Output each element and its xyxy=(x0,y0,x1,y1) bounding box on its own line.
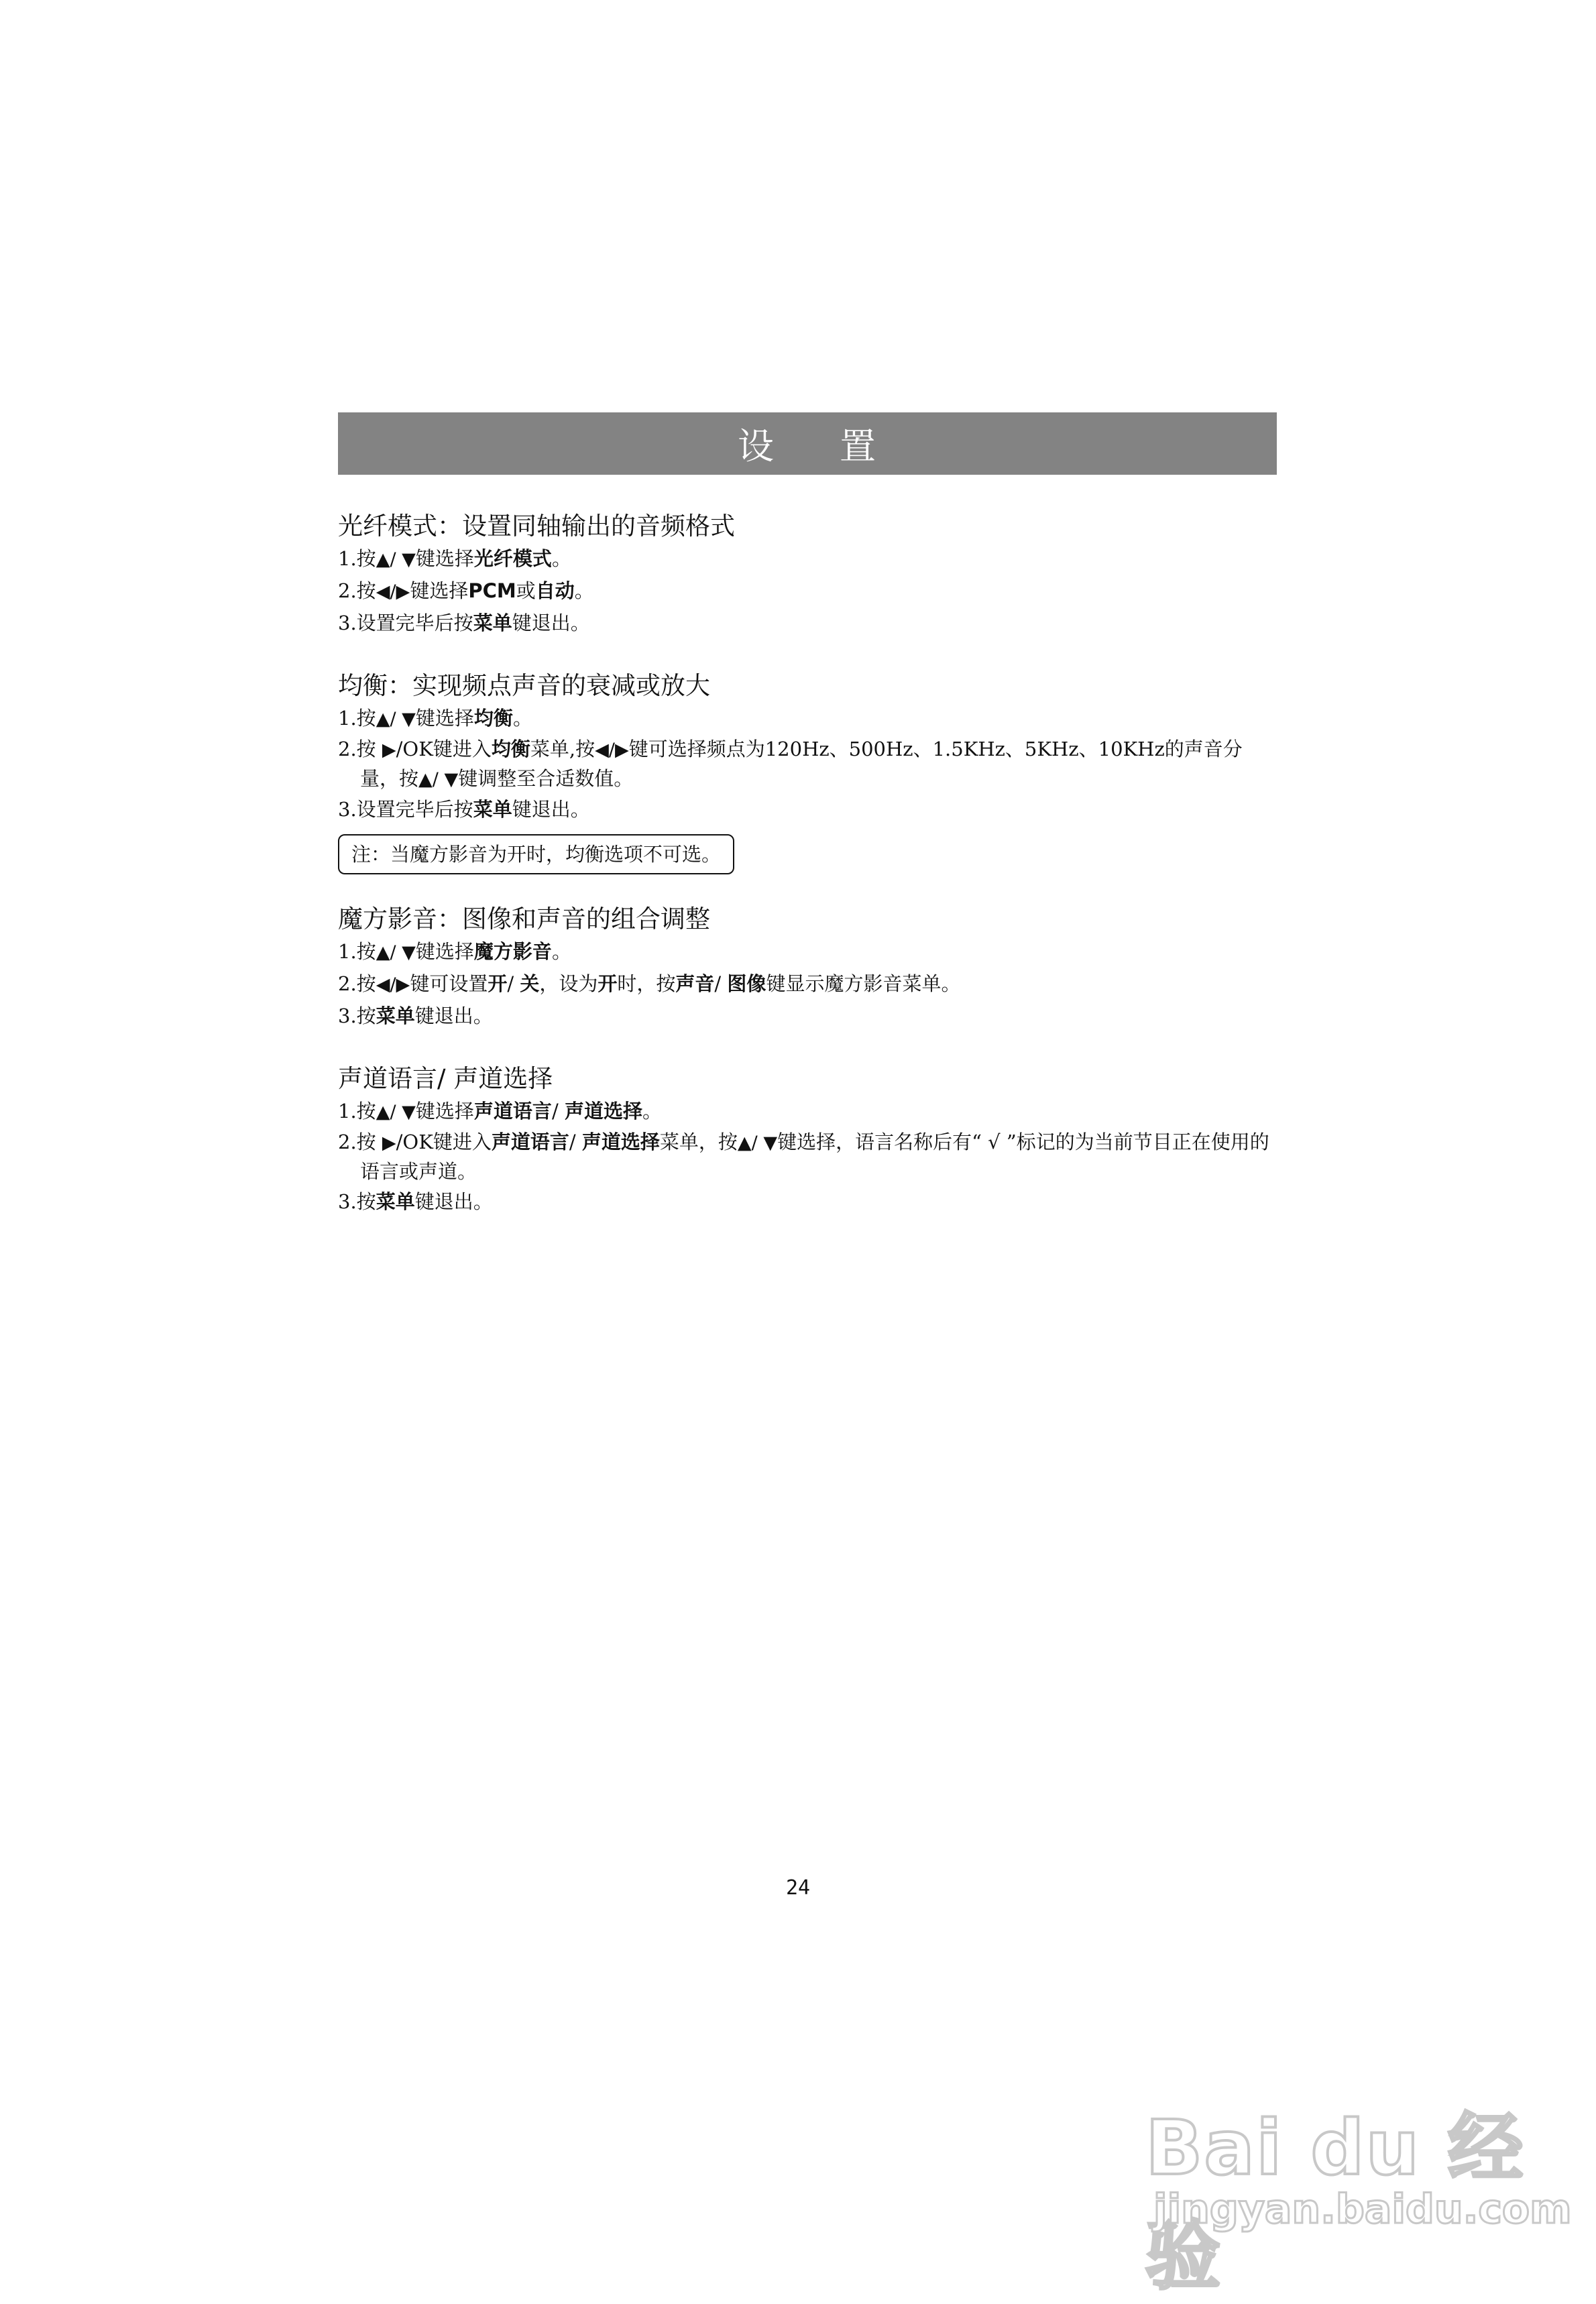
list-item xyxy=(338,968,1277,1000)
item-text: 按 xyxy=(356,547,376,570)
list-item-number: 2. xyxy=(338,738,357,760)
list-item xyxy=(338,794,1277,825)
list-item xyxy=(338,608,1277,638)
arrow-keys-symbol: ◀/▶ xyxy=(595,740,629,760)
list-item-number: 2. xyxy=(338,579,357,602)
item-text: 按 xyxy=(356,1190,376,1213)
bold-term: 光纤模式 xyxy=(473,547,552,570)
list-item-number: 2. xyxy=(338,1131,357,1153)
item-text: 。 xyxy=(642,1100,662,1122)
list-item xyxy=(338,1186,1277,1217)
arrow-keys-symbol: ▲/ ▼ xyxy=(376,1102,416,1122)
page-title-banner xyxy=(338,412,1277,475)
list-item xyxy=(338,735,1277,794)
arrow-keys-symbol: ▶ xyxy=(382,1133,396,1153)
item-text: 键退出。 xyxy=(512,798,590,821)
list-item xyxy=(338,703,1277,735)
note-box: 注：当魔方影音为开时，均衡选项不可选。 xyxy=(338,834,734,874)
item-text: 按 xyxy=(356,1100,376,1122)
item-text: 时，按 xyxy=(617,972,676,995)
bold-term: 关 xyxy=(520,972,540,995)
page-title-char-1: 设 xyxy=(738,425,775,467)
arrow-keys-symbol: ▲/ ▼ xyxy=(376,942,416,963)
section-heading: 声道语言/ 声道选择 xyxy=(338,1064,553,1093)
bold-term: PCM xyxy=(468,579,516,602)
arrow-keys-symbol: ▲/ ▼ xyxy=(418,769,459,790)
arrow-keys-symbol: ◀/▶ xyxy=(376,581,410,602)
item-text: ，设为 xyxy=(539,972,598,995)
section-heading: 均衡：实现频点声音的衰减或放大 xyxy=(338,671,710,700)
list-item xyxy=(338,1128,1277,1186)
item-text: /OK键进入 xyxy=(396,738,492,760)
bold-term: 自动 xyxy=(535,579,575,602)
section xyxy=(338,510,1277,669)
arrow-keys-symbol: ▲/ ▼ xyxy=(376,709,416,730)
bold-term: 均衡 xyxy=(473,707,513,730)
item-text: 键选择，语言名称后有“ √ ”标记的为当前节目正在使用的语言或声道。 xyxy=(360,1131,1269,1183)
bold-term: 声道语言 xyxy=(491,1131,569,1153)
item-text: 菜单，按 xyxy=(659,1131,738,1153)
section xyxy=(338,1062,1277,1217)
item-text: 键退出。 xyxy=(512,612,590,634)
item-text: 键退出。 xyxy=(414,1004,493,1027)
manual-content xyxy=(338,510,1277,1217)
bold-term: 菜单 xyxy=(473,612,512,634)
list-item-number: 1. xyxy=(338,707,357,730)
item-text: 按 xyxy=(356,972,376,995)
item-text: 键显示魔方影音菜单。 xyxy=(766,972,961,995)
item-text: 按 xyxy=(356,1004,376,1027)
item-text: 设置完毕后按 xyxy=(356,612,473,634)
list-item xyxy=(338,1000,1277,1031)
item-text: 设置完毕后按 xyxy=(356,798,473,821)
list-item-number: 2. xyxy=(338,972,357,995)
item-text: 键选择 xyxy=(415,547,474,570)
bold-term: 声道语言 xyxy=(473,1100,552,1122)
item-text: 键可设置 xyxy=(410,972,488,995)
bold-term: 菜单 xyxy=(376,1004,415,1027)
bold-term: 均衡 xyxy=(491,738,530,760)
bold-term: 声道选择 xyxy=(564,1100,642,1122)
list-item xyxy=(338,1096,1277,1128)
item-text: 。 xyxy=(551,940,571,963)
page-title-char-2: 置 xyxy=(840,425,877,467)
list-item-number: 1. xyxy=(338,547,357,570)
page-number: 24 xyxy=(785,1876,811,1900)
watermark-logo: Bai du 经验 xyxy=(1145,2105,1525,2300)
section-heading: 魔方影音：图像和声音的组合调整 xyxy=(338,905,710,933)
list-item-number: 1. xyxy=(338,940,357,963)
bold-term: 开 xyxy=(597,972,618,995)
section xyxy=(338,669,1277,903)
list-item-number: 3. xyxy=(338,1004,357,1027)
item-text: / xyxy=(551,1100,565,1122)
item-text: / xyxy=(714,972,728,995)
list-item-number: 1. xyxy=(338,1100,357,1122)
item-text: 键选择 xyxy=(415,940,474,963)
item-text: 键选择 xyxy=(410,579,469,602)
bold-term: 声道选择 xyxy=(581,1131,660,1153)
item-text: 键可选择频点为120Hz、500Hz、1.5KHz、5KHz、10KHz的声音分量，按 xyxy=(360,738,1243,790)
section xyxy=(338,903,1277,1062)
arrow-keys-symbol: ▶ xyxy=(382,740,396,760)
item-text: 键选择 xyxy=(415,707,474,730)
list-item xyxy=(338,575,1277,608)
list-item-number: 3. xyxy=(338,1190,357,1213)
bold-term: 菜单 xyxy=(376,1190,415,1213)
bold-term: 开 xyxy=(488,972,508,995)
item-text: 。 xyxy=(551,547,571,570)
section-spacer xyxy=(338,638,1277,669)
list-item-number: 3. xyxy=(338,798,357,821)
arrow-keys-symbol: ◀/▶ xyxy=(376,974,410,995)
item-text: 按 xyxy=(356,738,382,760)
baidu-jingyan-watermark xyxy=(1133,2052,1572,2300)
list-item-number: 3. xyxy=(338,612,357,634)
bold-term: 菜单 xyxy=(473,798,512,821)
item-text: /OK键进入 xyxy=(396,1131,492,1153)
section-spacer xyxy=(338,1031,1277,1062)
item-text: 键选择 xyxy=(415,1100,474,1122)
item-text: 。 xyxy=(574,579,594,602)
item-text: 按 xyxy=(356,940,376,963)
item-text: 菜单,按 xyxy=(530,738,595,760)
item-text: / xyxy=(569,1131,582,1153)
item-text: 按 xyxy=(356,579,376,602)
arrow-keys-symbol: ▲/ ▼ xyxy=(376,549,416,570)
item-text: 键退出。 xyxy=(414,1190,493,1213)
item-text: 按 xyxy=(356,707,376,730)
bold-term: 魔方影音 xyxy=(473,940,552,963)
bold-term: 图像 xyxy=(727,972,766,995)
item-text: 或 xyxy=(516,579,536,602)
item-text: 。 xyxy=(512,707,532,730)
item-text: 键调整至合适数值。 xyxy=(458,767,634,790)
list-item xyxy=(338,936,1277,968)
bold-term: 声音 xyxy=(675,972,715,995)
item-text: 按 xyxy=(356,1131,382,1153)
list-item xyxy=(338,543,1277,575)
item-text: / xyxy=(507,972,520,995)
watermark-url: jingyan.baidu.com xyxy=(1153,2186,1572,2233)
section-heading: 光纤模式：设置同轴输出的音频格式 xyxy=(338,512,735,540)
arrow-keys-symbol: ▲/ ▼ xyxy=(737,1133,778,1153)
